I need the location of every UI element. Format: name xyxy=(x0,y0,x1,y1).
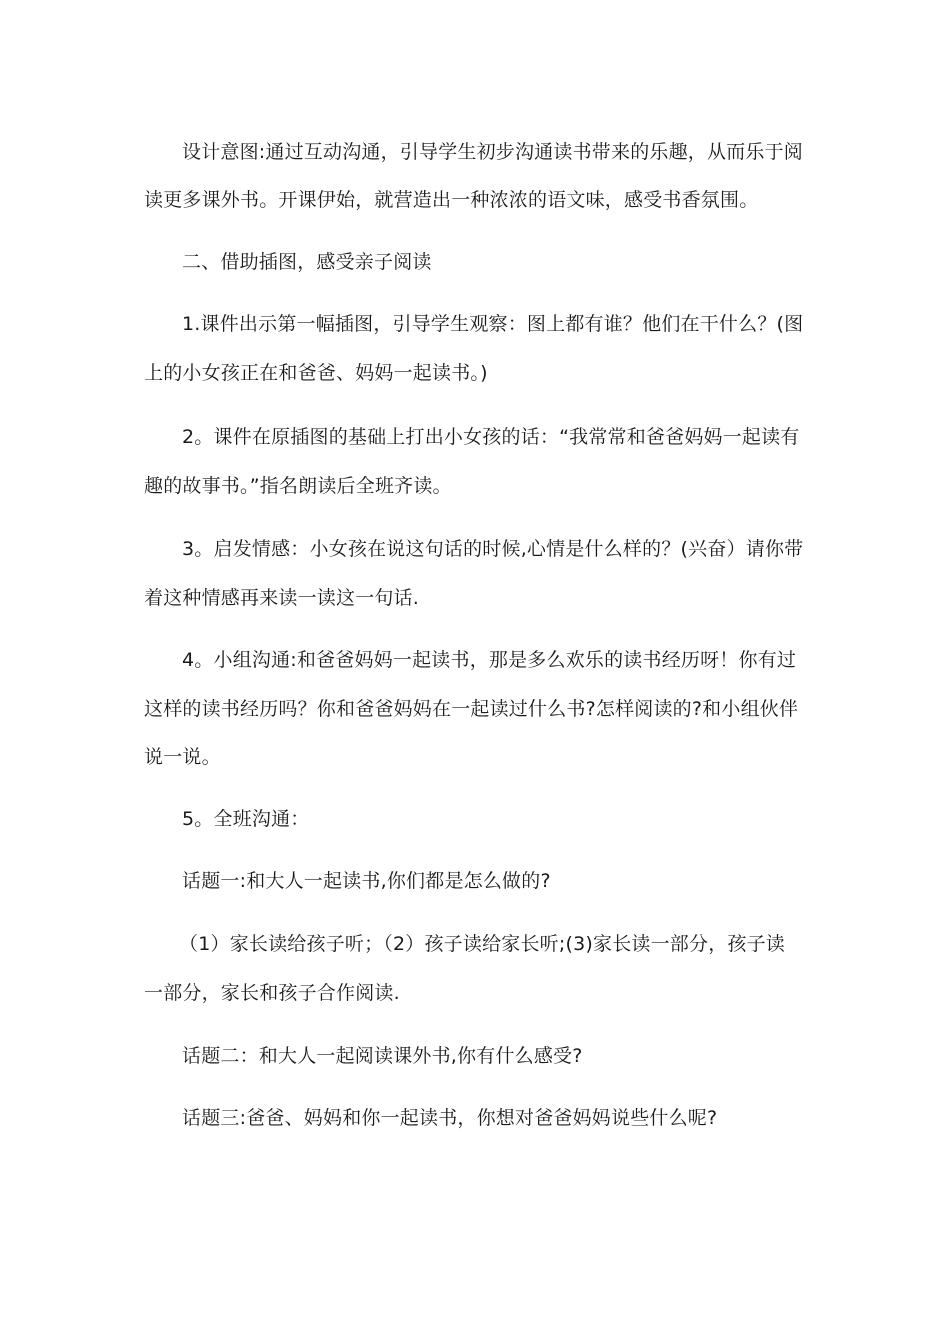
topic-1-answers-line-1: （1）家长读给孩子听；（2）孩子读给家长听;(3)家长读一部分，孩子读 xyxy=(179,933,785,955)
topic-1-answers-line-2: 一部分，家长和孩子合作阅读. xyxy=(144,982,400,1004)
paragraph-design-intent-line-2: 读更多课外书。开课伊始，就营造出一种浓浓的语文味，感受书香氛围。 xyxy=(144,189,759,211)
step-2-line-1: 2。课件在原插图的基础上打出小女孩的话：“我常常和爸爸妈妈一起读有 xyxy=(182,426,800,448)
step-3-line-2: 着这种情感再来读一读这一句话. xyxy=(144,587,420,609)
step-5-line: 5。全班沟通： xyxy=(182,808,310,830)
topic-1-line: 话题一:和大人一起读书,你们都是怎么做的? xyxy=(182,870,551,892)
step-4-line-1: 4。小组沟通:和爸爸妈妈一起读书，那是多么欢乐的读书经历呀！你有过 xyxy=(182,649,797,671)
paragraph-design-intent-line-1: 设计意图:通过互动沟通，引导学生初步沟通读书带来的乐趣，从而乐于阅 xyxy=(182,141,804,163)
step-1-line-2: 上的小女孩正在和爸爸、妈妈一起读书。) xyxy=(144,362,488,384)
topic-2-line: 话题二：和大人一起阅读课外书,你有什么感受? xyxy=(182,1045,583,1067)
step-4-line-2: 这样的读书经历吗？你和爸爸妈妈在一起读过什么书?怎样阅读的?和小组伙伴 xyxy=(144,698,799,720)
step-1-line-1: 1.课件出示第一幅插图，引导学生观察：图上都有谁？他们在干什么？(图 xyxy=(182,313,804,335)
step-2-line-2: 趣的故事书。”指名朗读后全班齐读。 xyxy=(144,475,452,497)
section-heading: 二、借助插图，感受亲子阅读 xyxy=(182,251,432,273)
topic-3-line: 话题三:爸爸、妈妈和你一起读书，你想对爸爸妈妈说些什么呢? xyxy=(182,1107,718,1129)
step-3-line-1: 3。启发情感：小女孩在说这句话的时候,心情是什么样的？(兴奋）请你带 xyxy=(182,538,804,560)
step-4-line-3: 说一说。 xyxy=(144,746,221,768)
